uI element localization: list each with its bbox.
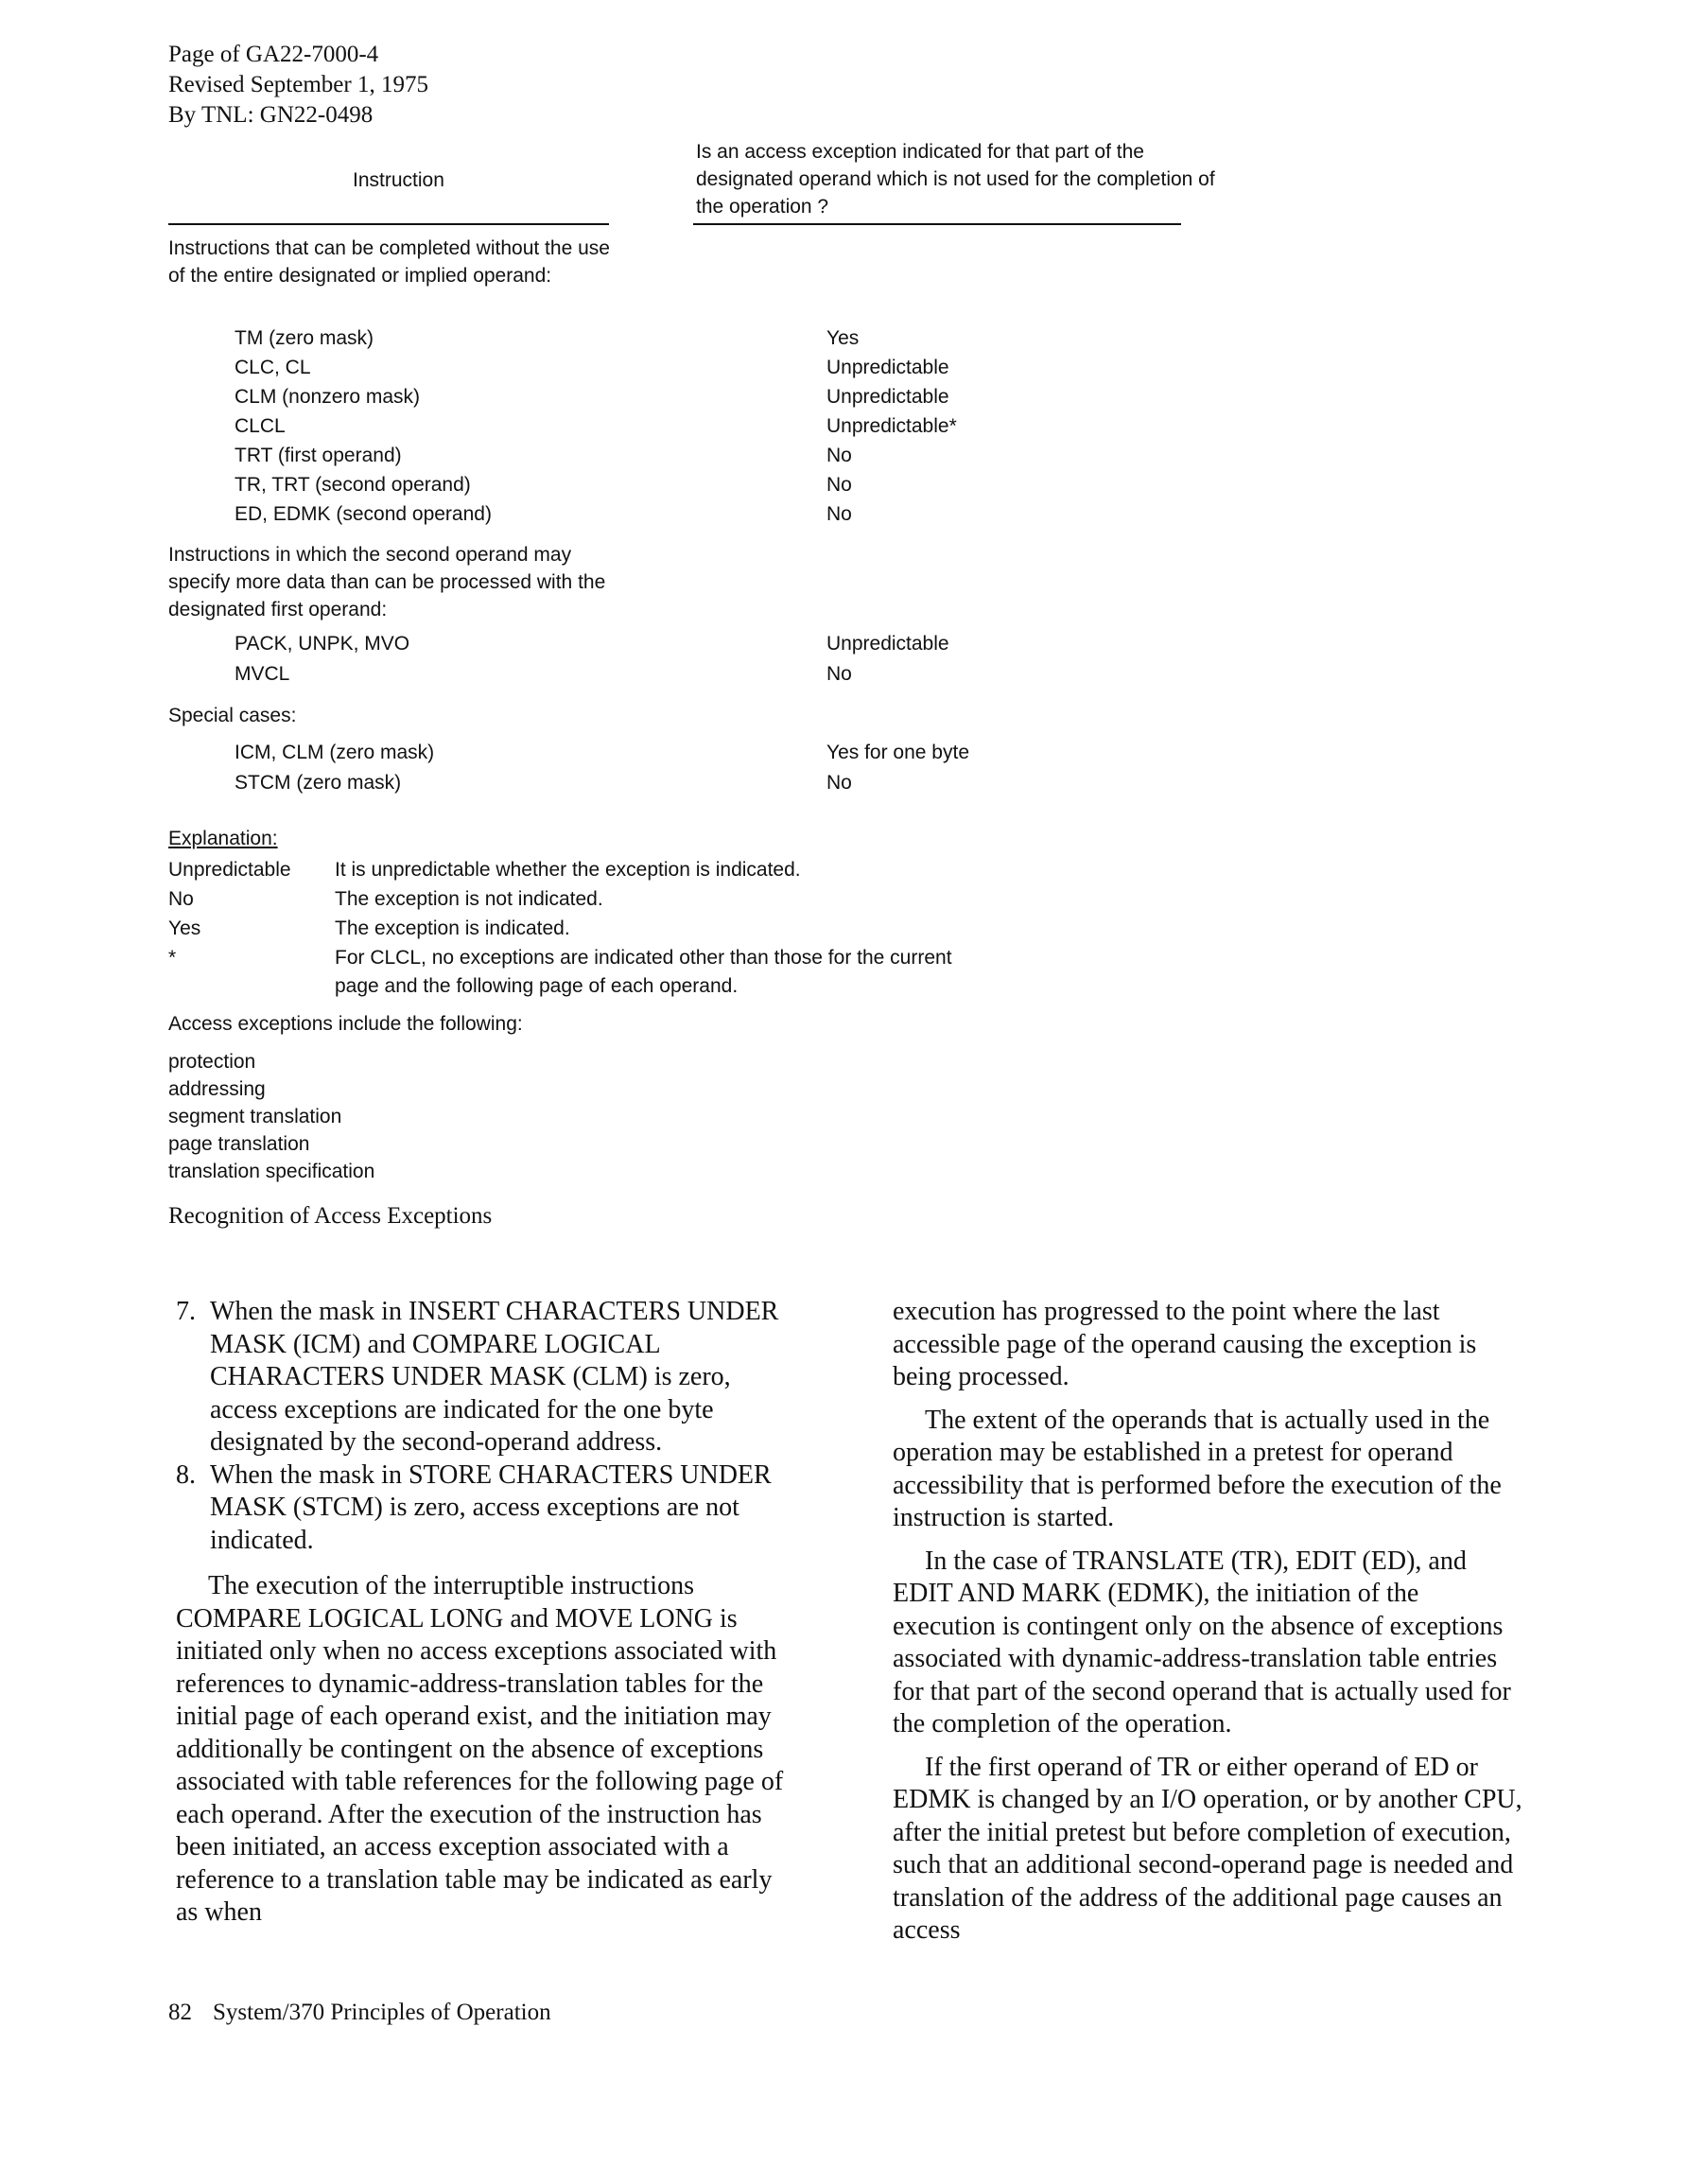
- table-col-header-instruction: Instruction: [353, 169, 444, 191]
- table-col-header-question: Is an access exception indicated for that part of the designated operand which is not used for the completion of the operation ?: [696, 141, 1215, 218]
- body-paragraph: The extent of the operands that is actually used in the operation may be established in a pretest for operand accessibility that is performed before the execution of the instruction is started.: [893, 1405, 1502, 1532]
- instruction-cell: STCM (zero mask): [235, 772, 402, 794]
- instruction-cell: TRT (first operand): [235, 445, 402, 466]
- list-item: [176, 1296, 800, 1459]
- header-rule-right: [693, 223, 1181, 225]
- instruction-cell: CLC, CL: [235, 357, 311, 378]
- page-number: 82: [168, 2000, 192, 2025]
- instruction-cell: ED, EDMK (second operand): [235, 503, 492, 525]
- access-exceptions-intro: Access exceptions include the following:: [168, 1013, 523, 1035]
- list-item-text: When the mask in INSERT CHARACTERS UNDER MASK (ICM) and COMPARE LOGICAL CHARACTERS UNDER MASK (CLM) is zero, access exceptions are indicated for the one byte designated by the second-operand address.: [210, 1297, 779, 1457]
- explanation-legend: [168, 825, 952, 997]
- answer-cell: Unpredictable: [826, 357, 949, 378]
- instruction-cell: ICM, CLM (zero mask): [235, 742, 435, 763]
- body-paragraph: If the first operand of TR or either operand of ED or EDMK is changed by an I/O operation, or by another CPU, after the initial pretest but before completion of execution, such that an additional second-operand page is needed and translation of the address of the additional page causes an access: [893, 1752, 1522, 1945]
- header-revision-date: Revised September 1, 1975: [168, 72, 428, 97]
- legend-definition: The exception is indicated.: [335, 917, 570, 939]
- access-exceptions-list: [168, 1048, 374, 1185]
- answer-cell: No: [826, 772, 852, 794]
- explanation-title: Explanation:: [168, 828, 278, 849]
- answer-cell: No: [826, 474, 852, 496]
- body-column-left: [176, 1296, 800, 1940]
- body-column-right: [893, 1296, 1526, 1958]
- list-item: protection: [168, 1051, 256, 1073]
- group-heading: Instructions that can be completed without the use of the entire designated or implied operand:: [168, 237, 610, 287]
- list-item: segment translation: [168, 1106, 342, 1127]
- list-item-text: When the mask in STORE CHARACTERS UNDER MASK (STCM) is zero, access exceptions are not indicated.: [210, 1459, 772, 1555]
- legend-term: Yes: [168, 917, 201, 939]
- list-item: addressing: [168, 1078, 266, 1100]
- page-footer: [168, 1998, 551, 2028]
- list-item: translation specification: [168, 1161, 375, 1182]
- legend-term: No: [168, 888, 194, 910]
- header-rule-left: [168, 223, 609, 225]
- legend-definition: It is unpredictable whether the exception is indicated.: [335, 859, 801, 881]
- answer-cell: Unpredictable: [826, 386, 949, 408]
- answer-cell: No: [826, 503, 852, 525]
- answer-cell: No: [826, 445, 852, 466]
- instruction-cell: TM (zero mask): [235, 327, 374, 349]
- legend-term: Unpredictable: [168, 859, 291, 881]
- list-item: page translation: [168, 1133, 310, 1155]
- figure-caption: Recognition of Access Exceptions: [168, 1203, 493, 1229]
- list-item: [176, 1459, 800, 1558]
- group-heading: Instructions in which the second operand may specify more data than can be processed with the designated first operand:: [168, 544, 606, 620]
- legend-definition: For CLCL, no exceptions are indicated other than those for the current page and the following page of each operand.: [335, 947, 952, 997]
- footer-title: System/370 Principles of Operation: [213, 2000, 551, 2025]
- list-item-number: 7.: [176, 1297, 196, 1326]
- answer-cell: Yes: [826, 327, 860, 349]
- numbered-list: [176, 1296, 800, 1557]
- body-paragraph: In the case of TRANSLATE (TR), EDIT (ED), and EDIT AND MARK (EDMK), the initiation of the execution is contingent only on the absence of exceptions associated with dynamic-address-translation table entries for that part of the second operand that is actually used for the completion of the operation.: [893, 1546, 1511, 1738]
- page-header: [168, 40, 428, 131]
- answer-cell: Yes for one byte: [826, 742, 969, 763]
- answer-cell: Unpredictable*: [826, 415, 957, 437]
- header-tnl: By TNL: GN22-0498: [168, 102, 374, 128]
- legend-definition: The exception is not indicated.: [335, 888, 603, 910]
- instruction-cell: MVCL: [235, 663, 290, 685]
- group-heading: Special cases:: [168, 705, 297, 726]
- list-item-number: 8.: [176, 1459, 196, 1490]
- instruction-cell: TR, TRT (second operand): [235, 474, 471, 496]
- instruction-cell: CLM (nonzero mask): [235, 386, 421, 408]
- answer-cell: No: [826, 663, 852, 685]
- header-doc-number: Page of GA22-7000-4: [168, 42, 379, 67]
- instruction-cell: CLCL: [235, 415, 286, 437]
- body-paragraph-continued: execution has progressed to the point where the last accessible page of the operand causing the exception is being processed.: [893, 1297, 1477, 1391]
- answer-cell: Unpredictable: [826, 633, 949, 655]
- legend-term: *: [168, 947, 177, 969]
- instruction-cell: PACK, UNPK, MVO: [235, 633, 410, 655]
- body-paragraph: The execution of the interruptible instructions COMPARE LOGICAL LONG and MOVE LONG is initiated only when no access exceptions associated with references to dynamic-address-translation tables for the initial page of each operand exist, and the initiation may additionally be contingent on the absence of exceptions associated with table references for the following page of each operand. After the execution of the instruction has been initiated, an access exception associated with a reference to a translation table may be indicated as early as when: [176, 1571, 784, 1927]
